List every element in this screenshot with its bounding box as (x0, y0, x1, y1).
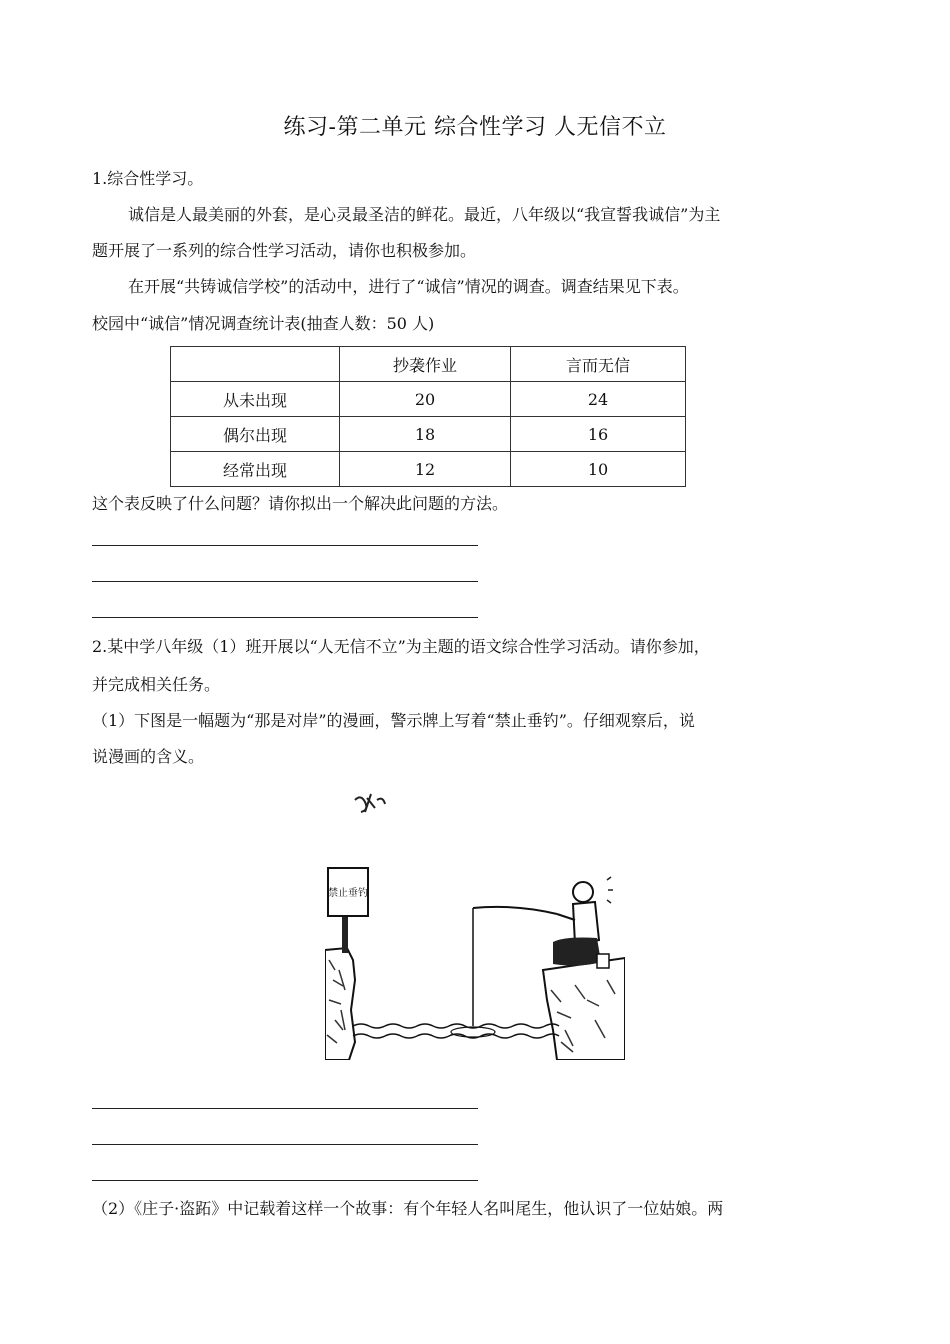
table-cell: 经常出现 (171, 452, 340, 487)
survey-table (170, 346, 686, 487)
fishing-comic-illustration (325, 780, 625, 1060)
table-cell: 12 (340, 452, 511, 487)
table-header-cell: 抄袭作业 (340, 347, 511, 382)
q2-sub1-line-1: （1）下图是一幅题为“那是对岸”的漫画，警示牌上写着“禁止垂钓”。仔细观察后，说 (92, 711, 695, 730)
table-row (171, 382, 686, 417)
q2-sub2-line-1: （2）《庄子·盗跖》中记载着这样一个故事：有个年轻人名叫尾生，他认识了一位姑娘。两 (92, 1199, 724, 1218)
answer-line[interactable] (92, 1144, 478, 1145)
table-cell: 偶尔出现 (171, 417, 340, 452)
q2-intro-line-1: 2.某中学八年级（1）班开展以“人无信不立”为主题的语文综合性学习活动。请你参加， (92, 637, 710, 656)
table-header-row (171, 347, 686, 382)
answer-line[interactable] (92, 617, 478, 618)
answer-line[interactable] (92, 1108, 478, 1109)
table-cell: 16 (511, 417, 686, 452)
table-header-cell: 言而无信 (511, 347, 686, 382)
q1-paragraph-2: 在开展“共铸诚信学校”的活动中，进行了“诚信”情况的调查。调查结果见下表。 (128, 277, 689, 296)
q2-sub1-line-2: 说漫画的含义。 (92, 747, 205, 766)
q1-paragraph-1-line-2: 题开展了一系列的综合性学习活动，请你也积极参加。 (92, 241, 477, 260)
table-cell: 20 (340, 382, 511, 417)
answer-line[interactable] (92, 1180, 478, 1181)
table-cell: 24 (511, 382, 686, 417)
table-cell: 从未出现 (171, 382, 340, 417)
sign-text: 禁止垂钓 (328, 888, 368, 899)
answer-line[interactable] (92, 581, 478, 582)
table-cell: 18 (340, 417, 511, 452)
q1-question: 这个表反映了什么问题？请你拟出一个解决此问题的方法。 (92, 494, 509, 513)
table-row (171, 417, 686, 452)
q2-intro-line-2: 并完成相关任务。 (92, 675, 221, 694)
table-row (171, 452, 686, 487)
table-caption: 校园中“诚信”情况调查统计表(抽查人数：50 人) (92, 314, 435, 333)
q1-heading: 1.综合性学习。 (92, 169, 204, 188)
q1-paragraph-1-line-1: 诚信是人最美丽的外套，是心灵最圣洁的鲜花。最近，八年级以“我宣誓我诚信”为主 (128, 205, 721, 224)
table-cell: 10 (511, 452, 686, 487)
answer-line[interactable] (92, 545, 478, 546)
page-title: 练习-第二单元 综合性学习 人无信不立 (283, 115, 667, 140)
table-header-cell (171, 347, 340, 382)
